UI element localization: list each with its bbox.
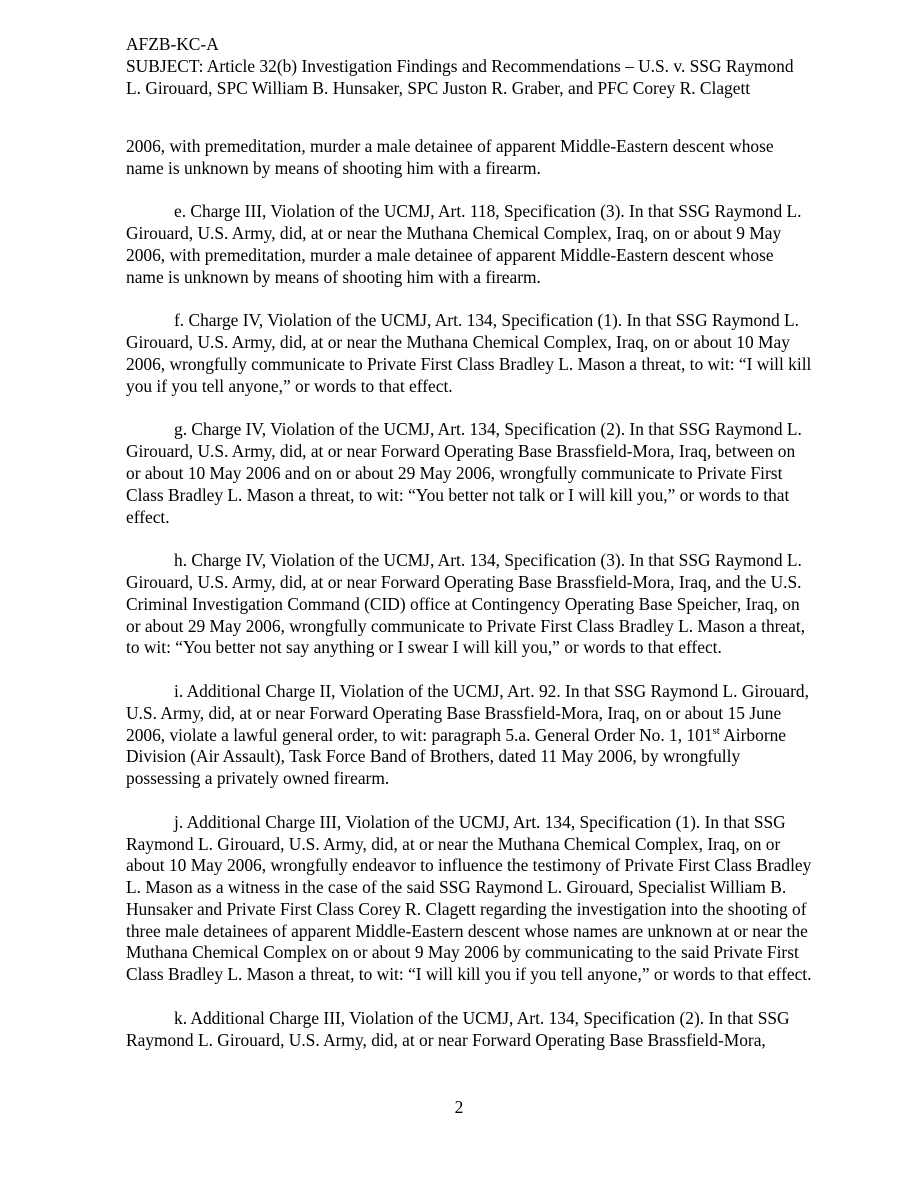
page-number: 2 — [454, 1097, 464, 1117]
paragraph-e: e. Charge III, Violation of the UCMJ, Art. 118, Specification (3). In that SSG Raymond L. Girouard, U.S. Army, did, at or near the Muthana Chemical Complex, Iraq, on or about 9 May 2006, with premeditation, murder a male detainee of apparent Middle-Eastern descent whose name is unknown by means of shooting him with a firearm. — [126, 201, 802, 287]
paragraph-g: g. Charge IV, Violation of the UCMJ, Art. 134, Specification (2). In that SSG Raymond L. Girouard, U.S. Army, did, at or near Forward Operating Base Brassfield-Mora, Iraq, between on or about 10 May 2006 and on or about 29 May 2006, wrongfully communicate to Private First Class Bradley L. Mason a threat, to wit: “You better not talk or I will kill you,” or words to that effect. — [126, 419, 802, 527]
paragraph-i — [126, 681, 814, 790]
paragraph-i-superscript: st — [712, 724, 720, 737]
paragraph-f: f. Charge IV, Violation of the UCMJ, Art. 134, Specification (1). In that SSG Raymond L. Girouard, U.S. Army, did, at or near the Muthana Chemical Complex, Iraq, on or about 10 May 2006, wrongfully communicate to Private First Class Bradley L. Mason a threat, to wit: “I will kill you if you tell anyone,” or words to that effect. — [126, 310, 812, 396]
paragraph-h: h. Charge IV, Violation of the UCMJ, Art. 134, Specification (3). In that SSG Raymond L. Girouard, U.S. Army, did, at or near Forward Operating Base Brassfield-Mora, Iraq, and the U.S. Criminal Investigation Command (CID) office at Contingency Operating Base Speicher, Iraq, on or about 29 May 2006, wrongfully communicate to Private First Class Bradley L. Mason a threat, to wit: “You better not say anything or I swear I will kill you,” or words to that effect. — [126, 550, 806, 658]
office-symbol: AFZB-KC-A — [126, 34, 219, 54]
paragraph-j: j. Additional Charge III, Violation of the UCMJ, Art. 134, Specification (1). In that SSG Raymond L. Girouard, U.S. Army, did, at or near the Muthana Chemical Complex, Iraq, on or about 10 May 2006, wrongfully endeavor to influence the testimony of Private First Class Bradley L. Mason as a witness in the case of the said SSG Raymond L. Girouard, Specialist William B. Hunsaker and Private First Class Corey R. Clagett regarding the investigation into the shooting of three male detainees of apparent Middle-Eastern descent whose names are unknown at or near the Muthana Chemical Complex on or about 9 May 2006 by communicating to the said Private First Class Bradley L. Mason a threat, to wit: “I will kill you if you tell anyone,” or words to that effect. — [126, 811, 812, 985]
paragraph-k: k. Additional Charge III, Violation of the UCMJ, Art. 134, Specification (2). In that SSG Raymond L. Girouard, U.S. Army, did, at or near Forward Operating Base Brassfield-Mora, — [126, 1007, 790, 1050]
memo-header — [126, 34, 826, 99]
subject-line-2: L. Girouard, SPC William B. Hunsaker, SPC Juston R. Graber, and PFC Corey R. Clagett — [126, 77, 751, 98]
paragraph-d-continued: 2006, with premeditation, murder a male detainee of apparent Middle-Eastern descent whose name is unknown by means of shooting him with a firearm. — [126, 136, 774, 178]
document-body — [126, 136, 814, 1073]
subject-line-1: SUBJECT: Article 32(b) Investigation Findings and Recommendations – U.S. v. SSG Raymond — [126, 55, 794, 76]
paragraph-i-text-after: Airborne Division (Air Assault), Task Force Band of Brothers, dated 11 May 2006, by wrongfully possessing a privately owned firearm. — [126, 724, 787, 789]
paragraph-i-text-before: i. Additional Charge II, Violation of the UCMJ, Art. 92. In that SSG Raymond L. Girouard, U.S. Army, did, at or near Forward Operating Base Brassfield-Mora, Iraq, on or about 15 June 2006, violate a lawful general order, to wit: paragraph 5.a. General Order No. 1, 101 — [126, 680, 809, 745]
